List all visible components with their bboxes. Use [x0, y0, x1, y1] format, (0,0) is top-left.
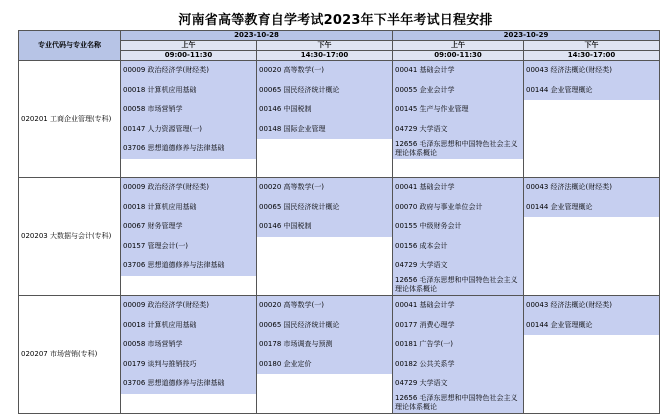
major-name: 020203 大数据与会计(专科)	[19, 178, 121, 296]
exam-slot	[393, 178, 524, 296]
course-entry: 00144 企业管理概论	[524, 198, 659, 218]
date-header-row	[19, 31, 660, 41]
period-header: 上午	[121, 41, 257, 51]
time-header: 14:30-17:00	[524, 51, 660, 61]
course-entry: 00018 计算机应用基础	[121, 316, 256, 336]
course-entry: 00041 基础会计学	[393, 61, 523, 81]
major-row	[19, 178, 660, 296]
date-header-2: 2023-10-29	[393, 31, 660, 41]
course-entry: 03706 思想道德修养与法律基础	[121, 256, 256, 276]
course-entry: 00043 经济法概论(财经类)	[524, 61, 659, 81]
course-entry: 00180 企业定价	[257, 355, 392, 375]
course-entry: 00179 谈判与推销技巧	[121, 355, 256, 375]
exam-slot	[524, 296, 660, 414]
course-entry: 00018 计算机应用基础	[121, 81, 256, 101]
course-entry: 12656 毛泽东思想和中国特色社会主义理论体系概论	[393, 394, 523, 414]
course-entry: 00041 基础会计学	[393, 296, 523, 316]
course-entry: 00181 广告学(一)	[393, 335, 523, 355]
course-entry: 00182 公共关系学	[393, 355, 523, 375]
page-title: 河南省高等教育自学考试2023年下半年考试日程安排	[178, 13, 493, 28]
course-entry: 00146 中国税制	[257, 100, 392, 120]
course-entry: 00148 国际企业管理	[257, 120, 392, 140]
course-entry: 00020 高等数学(一)	[257, 178, 392, 198]
course-entry: 00144 企业管理概论	[524, 81, 659, 101]
exam-slot	[257, 178, 393, 296]
course-entry: 00009 政治经济学(财经类)	[121, 61, 256, 81]
exam-slot	[393, 61, 524, 178]
course-entry: 00147 人力资源管理(一)	[121, 120, 256, 140]
exam-slot	[121, 61, 257, 178]
course-entry: 00177 消费心理学	[393, 316, 523, 336]
exam-slot	[524, 178, 660, 296]
date-header-1: 2023-10-28	[121, 31, 393, 41]
course-entry: 00041 基础会计学	[393, 178, 523, 198]
major-row	[19, 61, 660, 178]
course-entry: 00043 经济法概论(财经类)	[524, 296, 659, 316]
course-entry: 00058 市场营销学	[121, 100, 256, 120]
exam-slot	[524, 61, 660, 178]
course-entry: 12656 毛泽东思想和中国特色社会主义理论体系概论	[393, 139, 523, 159]
course-entry: 00070 政府与事业单位会计	[393, 198, 523, 218]
course-entry: 00020 高等数学(一)	[257, 61, 392, 81]
course-entry: 03706 思想道德修养与法律基础	[121, 139, 256, 159]
course-entry: 00156 成本会计	[393, 237, 523, 257]
course-entry: 00043 经济法概论(财经类)	[524, 178, 659, 198]
course-entry: 00178 市场调查与预测	[257, 335, 392, 355]
course-entry: 00065 国民经济统计概论	[257, 316, 392, 336]
course-entry: 12656 毛泽东思想和中国特色社会主义理论体系概论	[393, 276, 523, 296]
period-header: 上午	[393, 41, 524, 51]
schedule-body	[19, 61, 660, 414]
course-entry: 00067 财务管理学	[121, 217, 256, 237]
course-entry: 00009 政治经济学(财经类)	[121, 296, 256, 316]
course-entry: 00144 企业管理概论	[524, 316, 659, 336]
exam-slot	[121, 296, 257, 414]
exam-slot	[393, 296, 524, 414]
course-entry: 00055 企业会计学	[393, 81, 523, 101]
course-entry: 04729 大学语文	[393, 120, 523, 140]
course-entry: 00146 中国税制	[257, 217, 392, 237]
time-header: 14:30-17:00	[257, 51, 393, 61]
course-entry: 00009 政治经济学(财经类)	[121, 178, 256, 198]
period-header: 下午	[257, 41, 393, 51]
course-entry: 00020 高等数学(一)	[257, 296, 392, 316]
exam-slot	[257, 296, 393, 414]
course-entry: 00058 市场营销学	[121, 335, 256, 355]
course-entry: 00145 生产与作业管理	[393, 100, 523, 120]
major-name: 020207 市场营销(专科)	[19, 296, 121, 414]
major-column-header: 专业代码与专业名称	[19, 31, 121, 61]
time-header: 09:00-11:30	[121, 51, 257, 61]
course-entry: 03706 思想道德修养与法律基础	[121, 374, 256, 394]
period-header: 下午	[524, 41, 660, 51]
exam-slot	[121, 178, 257, 296]
course-entry: 00018 计算机应用基础	[121, 198, 256, 218]
major-row	[19, 296, 660, 414]
course-entry: 00155 中级财务会计	[393, 217, 523, 237]
schedule-table	[18, 30, 660, 414]
course-entry: 04729 大学语文	[393, 256, 523, 276]
exam-slot	[257, 61, 393, 178]
course-entry: 04729 大学语文	[393, 374, 523, 394]
time-header: 09:00-11:30	[393, 51, 524, 61]
course-entry: 00065 国民经济统计概论	[257, 81, 392, 101]
course-entry: 00157 管理会计(一)	[121, 237, 256, 257]
major-name: 020201 工商企业管理(专科)	[19, 61, 121, 178]
course-entry: 00065 国民经济统计概论	[257, 198, 392, 218]
